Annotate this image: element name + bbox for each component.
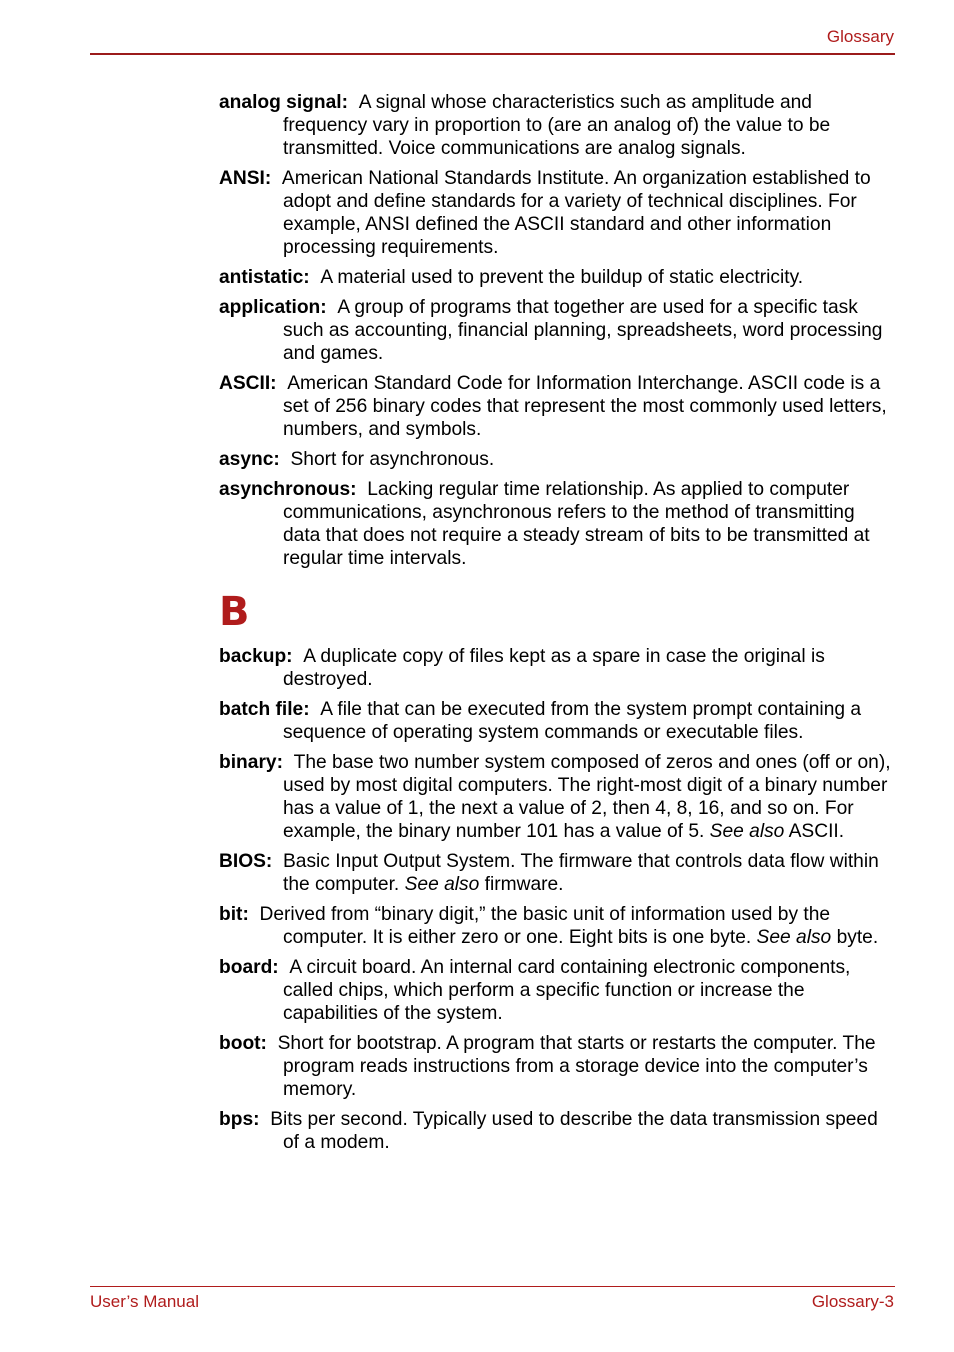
glossary-term: analog signal:	[219, 92, 349, 113]
glossary-term: asynchronous:	[219, 479, 357, 500]
glossary-entry	[219, 903, 895, 949]
header-rule	[90, 53, 895, 55]
footer-rule	[90, 1286, 895, 1287]
glossary-definition: American Standard Code for Information Interchange. ASCII code is a set of 256 binary codes that represent the most commonly used letters, numbers, and symbols.	[283, 373, 887, 440]
see-also-label: See also	[756, 927, 832, 948]
glossary-entry	[219, 1032, 895, 1101]
glossary-entry	[219, 91, 895, 160]
glossary-definition: A duplicate copy of files kept as a spare in case the original is destroyed.	[283, 646, 825, 690]
glossary-definition: A circuit board. An internal card containing electronic components, called chips, which perform a specific function or increase the capabilities of the system.	[283, 957, 851, 1024]
glossary-list-b	[219, 645, 895, 1154]
glossary-definition: Short for asynchronous.	[290, 449, 495, 470]
glossary-definition: Derived from “binary digit,” the basic unit of information used by the computer. It is either zero or one. Eight bits is one byte.	[259, 904, 831, 948]
header-title: Glossary	[826, 27, 894, 46]
glossary-entry	[219, 448, 895, 471]
glossary-term: bps:	[219, 1109, 260, 1130]
glossary-list-a	[219, 91, 895, 570]
glossary-term: board:	[219, 957, 279, 978]
glossary-entry	[219, 645, 895, 691]
glossary-term: ANSI:	[219, 168, 272, 189]
glossary-definition: Lacking regular time relationship. As applied to computer communications, asynchronous refers to the method of transmitting data that does not require a steady stream of bits to be transmitted at regular time intervals.	[283, 479, 870, 569]
glossary-definition: A material used to prevent the buildup of static electricity.	[320, 267, 804, 288]
glossary-entry	[219, 266, 895, 289]
glossary-term: binary:	[219, 752, 283, 773]
glossary-term: batch file:	[219, 699, 310, 720]
glossary-content	[219, 91, 895, 1161]
glossary-term: ASCII:	[219, 373, 277, 394]
see-also-reference: ASCII.	[788, 821, 845, 842]
glossary-entry	[219, 1108, 895, 1154]
glossary-entry	[219, 698, 895, 744]
see-also-label: See also	[709, 821, 785, 842]
glossary-definition: The base two number system composed of zeros and ones (off or on), used by most digital computers. The right-most digit of a binary number has a value of 1, the next a value of 2, then 4, 8, 16, and so on. For example, the binary number 101 has a value of 5.	[283, 752, 891, 842]
glossary-term: application:	[219, 297, 327, 318]
glossary-term: BIOS:	[219, 851, 273, 872]
glossary-term: boot:	[219, 1033, 267, 1054]
glossary-entry	[219, 751, 895, 843]
glossary-term: antistatic:	[219, 267, 310, 288]
glossary-definition: American National Standards Institute. An organization established to adopt and define standards for a variety of technical disciplines. For example, ANSI defined the ASCII standard and other information processing requirements.	[281, 168, 871, 258]
glossary-entry	[219, 372, 895, 441]
footer-manual-title: User’s Manual	[90, 1292, 199, 1311]
glossary-entry	[219, 850, 895, 896]
glossary-definition: Short for bootstrap. A program that starts or restarts the computer. The program reads instructions from a storage device into the computer’s memory.	[277, 1033, 876, 1100]
glossary-definition: A group of programs that together are used for a specific task such as accounting, financial planning, spreadsheets, word processing and games.	[283, 297, 883, 364]
glossary-definition: A signal whose characteristics such as amplitude and frequency vary in proportion to (are an analog of) the value to be transmitted. Voice communications are analog signals.	[283, 92, 831, 159]
glossary-entry	[219, 296, 895, 365]
glossary-definition: A file that can be executed from the system prompt containing a sequence of operating system commands or executable files.	[283, 699, 862, 743]
see-also-reference: firmware.	[484, 874, 564, 895]
glossary-term: async:	[219, 449, 280, 470]
glossary-entry	[219, 167, 895, 259]
glossary-definition: Basic Input Output System. The firmware that controls data flow within the computer.	[282, 851, 879, 895]
glossary-term: bit:	[219, 904, 249, 925]
see-also-reference: byte.	[836, 927, 879, 948]
see-also-label: See also	[404, 874, 480, 895]
glossary-term: backup:	[219, 646, 293, 667]
section-letter: B	[219, 589, 250, 635]
glossary-entry	[219, 956, 895, 1025]
footer-page-number: Glossary-3	[811, 1292, 894, 1311]
glossary-definition: Bits per second. Typically used to describe the data transmission speed of a modem.	[270, 1109, 878, 1153]
glossary-entry	[219, 478, 895, 570]
